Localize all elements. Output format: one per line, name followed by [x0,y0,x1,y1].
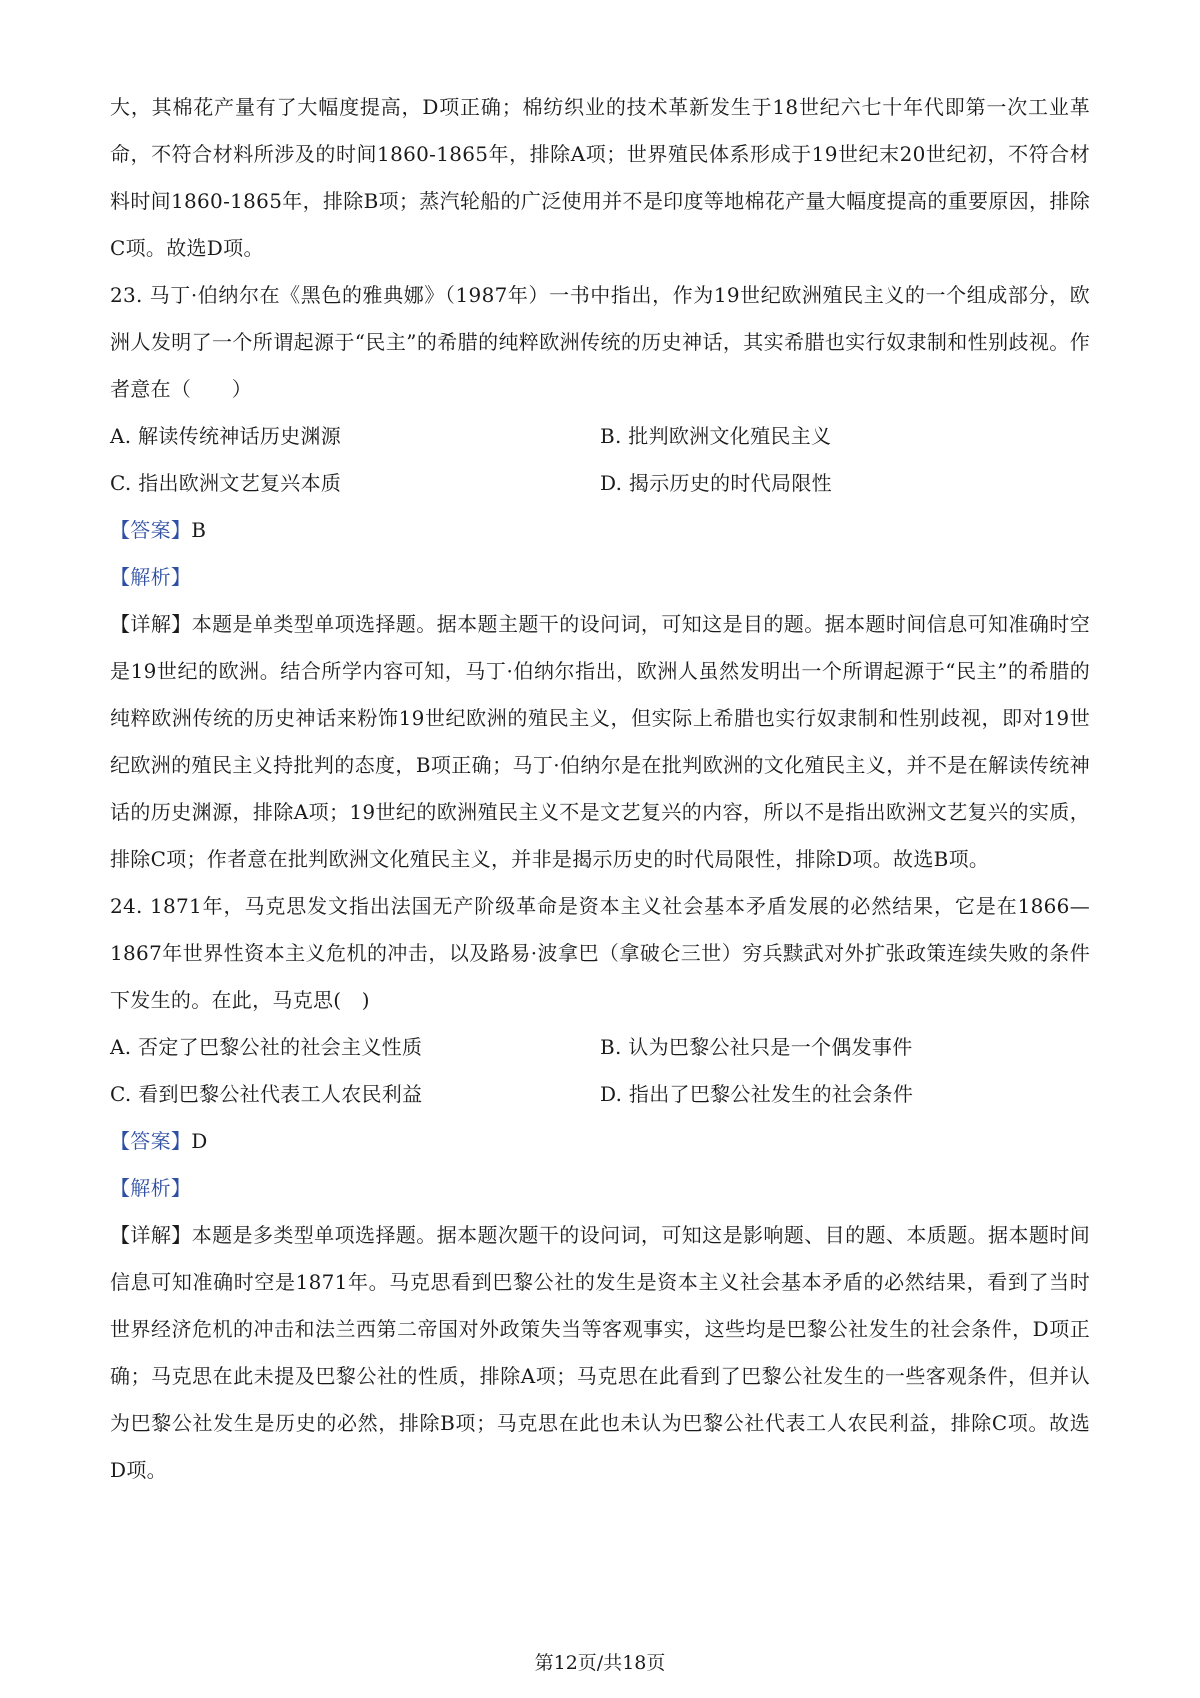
question-24 [110,883,1090,1494]
option-c: C. 指出欧洲文艺复兴本质 [110,471,342,495]
detail-text: 本题是多类型单项选择题。据本题次题干的设问词，可知这是影响题、目的题、本质题。据本题时间信息可知准确时空是1871年。马克思看到巴黎公社的发生是资本主义社会基本矛盾的必然结果，看到了当时世界经济危机的冲击和法兰西第二帝国对外政策失当等客观事实，这些均是巴黎公社发生的社会条件，D项正确；马克思在此未提及巴黎公社的性质，排除A项；马克思在此看到了巴黎公社发生的一些客观条件，但并认为巴黎公社发生是历史的必然，排除B项；马克思在此也未认为巴黎公社代表工人农民利益，排除C项。故选D项。 [110,1223,1091,1482]
option-d: D. 揭示历史的时代局限性 [600,471,832,495]
analysis-label: 【解析】 [110,1176,192,1200]
detail-text: 本题是单类型单项选择题。据本题主题干的设问词，可知这是目的题。据本题时间信息可知准确时空是19世纪的欧洲。结合所学内容可知，马丁·伯纳尔指出，欧洲人虽然发明出一个所谓起源于“民主”的希腊的纯粹欧洲传统的历史神话来粉饰19世纪欧洲的殖民主义，但实际上希腊也实行奴隶制和性别歧视，即对19世纪欧洲的殖民主义持批判的态度，B项正确；马丁·伯纳尔是在批判欧洲的文化殖民主义，并不是在解读传统神话的历史渊源，排除A项；19世纪的欧洲殖民主义不是文艺复兴的内容，所以不是指出欧洲文艺复兴的实质，排除C项；作者意在批判欧洲文化殖民主义，并非是揭示历史的时代局限性，排除D项。故选B项。 [110,612,1091,871]
option-b: B. 认为巴黎公社只是一个偶发事件 [600,1035,913,1059]
option-list [110,413,1090,507]
detail-label: 【详解】 [110,1223,192,1247]
option-c: C. 看到巴黎公社代表工人农民利益 [110,1082,423,1106]
analysis-label: 【解析】 [110,565,192,589]
detail-paragraph [110,1212,1090,1494]
page-number: 第12页/共18页 [534,1652,666,1674]
option-a: A. 否定了巴黎公社的社会主义性质 [110,1035,423,1059]
question-23 [110,272,1090,883]
option-list [110,1024,1090,1118]
analysis-line [110,1165,1090,1212]
answer-line [110,1118,1090,1165]
option-b: B. 批判欧洲文化殖民主义 [600,424,832,448]
answer-label: 【答案】 [110,1129,192,1153]
answer-label: 【答案】 [110,518,192,542]
page-content [110,84,1090,1494]
question-stem: 24. 1871年，马克思发文指出法国无产阶级革命是资本主义社会基本矛盾发展的必然结果，它是在1866—1867年世界性资本主义危机的冲击，以及路易·波拿巴（拿破仑三世）穷兵黩武对外扩张政策连续失败的条件下发生的。在此，马克思( ) [110,894,1090,1012]
detail-paragraph [110,601,1090,883]
answer-value: D [191,1129,208,1153]
analysis-line [110,554,1090,601]
option-a: A. 解读传统神话历史渊源 [110,424,342,448]
option-d: D. 指出了巴黎公社发生的社会条件 [600,1082,914,1106]
answer-line [110,507,1090,554]
intro-paragraph: 大，其棉花产量有了大幅度提高，D项正确；棉纺织业的技术革新发生于18世纪六七十年代即第一次工业革命，不符合材料所涉及的时间1860-1865年，排除A项；世界殖民体系形成于19世纪末20世纪初，不符合材料时间1860-1865年，排除B项；蒸汽轮船的广泛使用并不是印度等地棉花产量大幅度提高的重要原因，排除C项。故选D项。 [110,95,1090,260]
answer-value: B [191,518,207,542]
question-stem: 23. 马丁·伯纳尔在《黑色的雅典娜》（1987年）一书中指出，作为19世纪欧洲殖民主义的一个组成部分，欧洲人发明了一个所谓起源于“民主”的希腊的纯粹欧洲传统的历史神话，其实希腊也实行奴隶制和性别歧视。作者意在（ ） [110,283,1090,401]
detail-label: 【详解】 [110,612,192,636]
